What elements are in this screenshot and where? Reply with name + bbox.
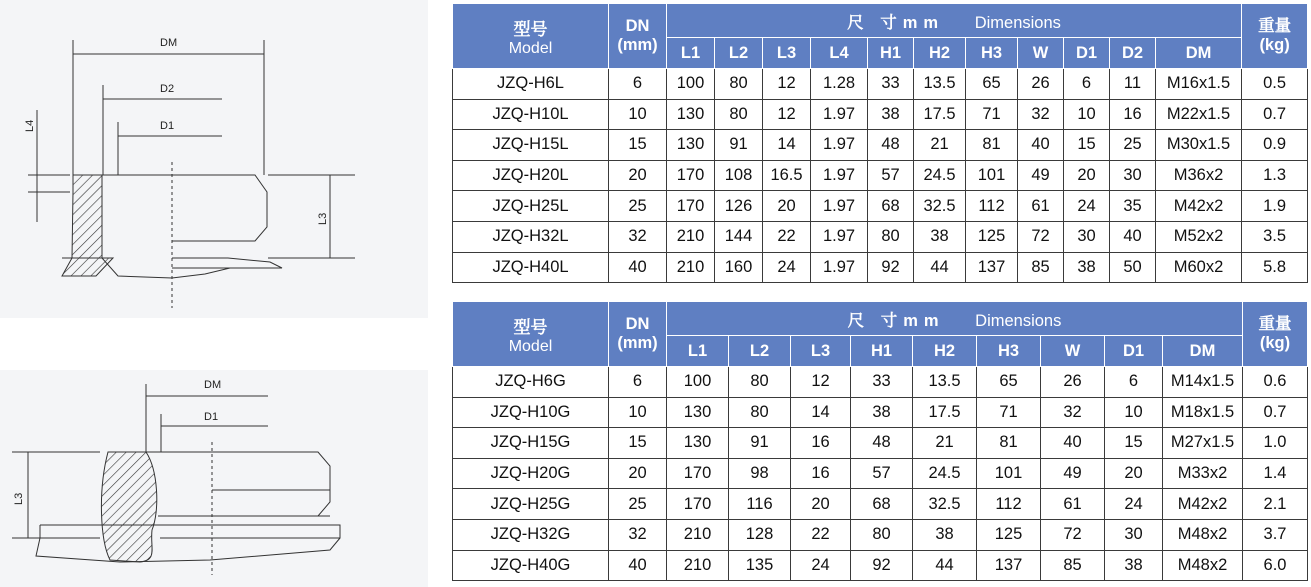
table-cell: 65: [966, 69, 1018, 100]
column-header-l2: L2: [715, 38, 763, 69]
model-cell: JZQ-H15L: [453, 130, 609, 161]
table-cell: 98: [729, 458, 791, 489]
table-cell: M14x1.5: [1163, 367, 1243, 398]
table-cell: 0.6: [1243, 367, 1308, 398]
table-row: [453, 397, 1308, 428]
table-cell: 170: [667, 458, 729, 489]
table-cell: 48: [851, 428, 913, 459]
table-cell: 80: [729, 367, 791, 398]
table-row: [453, 130, 1308, 161]
table-cell: M22x1.5: [1156, 99, 1242, 130]
table-cell: 125: [966, 221, 1018, 252]
model-cell: JZQ-H40L: [453, 252, 609, 283]
table-cell: 1.0: [1243, 428, 1308, 459]
table-cell: M36x2: [1156, 160, 1242, 191]
table-cell: 21: [913, 428, 977, 459]
table-cell: 13.5: [914, 69, 966, 100]
column-header-l4: L4: [811, 38, 868, 69]
table-cell: 10: [1105, 397, 1163, 428]
table-row: [453, 550, 1308, 581]
table-cell: 17.5: [914, 99, 966, 130]
header-weight-cn: 重量: [1258, 17, 1292, 36]
table-cell: 116: [729, 489, 791, 520]
table-cell: 40: [1018, 130, 1064, 161]
table-cell: 81: [977, 428, 1041, 459]
table-cell: 160: [715, 252, 763, 283]
header-model-cn: 型号: [513, 19, 548, 39]
column-header-dm: DM: [1163, 336, 1243, 367]
table-cell: 130: [667, 99, 715, 130]
model-cell: JZQ-H6L: [453, 69, 609, 100]
model-cell: JZQ-H10G: [453, 397, 609, 428]
table-cell: 44: [914, 252, 966, 283]
table-cell: 12: [791, 367, 851, 398]
table-cell: 10: [1064, 99, 1110, 130]
header-dimensions: [667, 4, 1242, 38]
table-cell: 1.97: [811, 99, 868, 130]
table-cell: 101: [977, 458, 1041, 489]
table-cell: 40: [1041, 428, 1105, 459]
table-row: [453, 367, 1308, 398]
table-row: [453, 458, 1308, 489]
column-header-h3: H3: [977, 336, 1041, 367]
table-cell: 20: [763, 191, 811, 222]
table-cell: M42x2: [1156, 191, 1242, 222]
table-cell: 30: [1064, 221, 1110, 252]
table-cell: 61: [1041, 489, 1105, 520]
header-weight-cn: 重量: [1258, 315, 1292, 334]
header-dn-label: DN: [625, 17, 650, 36]
drawing-l-label-l4: L4: [24, 119, 36, 132]
table-cell: 48: [868, 130, 914, 161]
table-cell: 22: [763, 221, 811, 252]
table-cell: 30: [1105, 519, 1163, 550]
header-dimensions-cn: 尺 寸mm: [847, 311, 945, 330]
table-cell: 15: [1064, 130, 1110, 161]
table-cell: 32: [609, 221, 667, 252]
table-cell: 16: [791, 428, 851, 459]
table-cell: 71: [966, 99, 1018, 130]
table-cell: 40: [609, 252, 667, 283]
table-cell: 25: [1110, 130, 1156, 161]
table-cell: M60x2: [1156, 252, 1242, 283]
drawing-l-label-d1: D1: [160, 120, 175, 132]
table-cell: M16x1.5: [1156, 69, 1242, 100]
table-cell: 130: [667, 130, 715, 161]
table-cell: 210: [667, 519, 729, 550]
model-cell: JZQ-H25L: [453, 191, 609, 222]
table-cell: 33: [868, 69, 914, 100]
column-header-l2: L2: [729, 336, 791, 367]
table-cell: 10: [609, 99, 667, 130]
header-weight: [1242, 4, 1308, 69]
drawing-l-label-l3: L3: [317, 212, 329, 225]
table-cell: 33: [851, 367, 913, 398]
table-cell: 32: [1018, 99, 1064, 130]
model-cell: JZQ-H40G: [453, 550, 609, 581]
table-cell: 80: [868, 221, 914, 252]
table-cell: 128: [729, 519, 791, 550]
table-row: [453, 221, 1308, 252]
table-cell: 1.28: [811, 69, 868, 100]
table-cell: 100: [667, 69, 715, 100]
drawing-g-label-d1: D1: [204, 411, 219, 423]
table-cell: 81: [966, 130, 1018, 161]
table-cell: 25: [609, 489, 667, 520]
table-cell: M27x1.5: [1163, 428, 1243, 459]
table-row: [453, 428, 1308, 459]
table-cell: 0.7: [1242, 99, 1308, 130]
table-cell: 135: [729, 550, 791, 581]
table-cell: 12: [763, 99, 811, 130]
table-cell: M52x2: [1156, 221, 1242, 252]
header-dimensions: [667, 302, 1243, 336]
table-cell: 6: [1064, 69, 1110, 100]
column-header-h3: H3: [966, 38, 1018, 69]
drawing-l-label-dm: DM: [160, 37, 178, 49]
model-cell: JZQ-H25G: [453, 489, 609, 520]
column-header-l1: L1: [667, 38, 715, 69]
table-cell: M48x2: [1163, 550, 1243, 581]
table-cell: 20: [609, 458, 667, 489]
table-cell: 112: [977, 489, 1041, 520]
header-dimensions-cn: 尺 寸mm: [847, 13, 945, 32]
model-cell: JZQ-H6G: [453, 367, 609, 398]
table-cell: 40: [609, 550, 667, 581]
table-cell: 15: [1105, 428, 1163, 459]
table-cell: 26: [1018, 69, 1064, 100]
header-weight: [1243, 302, 1308, 367]
table-cell: 32.5: [913, 489, 977, 520]
model-cell: JZQ-H10L: [453, 99, 609, 130]
column-header-dm: DM: [1156, 38, 1242, 69]
table-cell: 49: [1041, 458, 1105, 489]
table-cell: 72: [1041, 519, 1105, 550]
table-cell: 210: [667, 221, 715, 252]
table-cell: 80: [851, 519, 913, 550]
table-cell: 130: [667, 428, 729, 459]
table-row: [453, 519, 1308, 550]
table-cell: 5.8: [1242, 252, 1308, 283]
drawing-g-label-dm: DM: [204, 379, 222, 391]
table-cell: 80: [715, 69, 763, 100]
table-cell: 85: [1018, 252, 1064, 283]
table-row: [453, 252, 1308, 283]
table-cell: 1.9: [1242, 191, 1308, 222]
table-cell: 17.5: [913, 397, 977, 428]
table-cell: 49: [1018, 160, 1064, 191]
table-cell: 1.97: [811, 130, 868, 161]
table-row: [453, 160, 1308, 191]
column-header-w: W: [1041, 336, 1105, 367]
table-row: [453, 489, 1308, 520]
column-header-h1: H1: [868, 38, 914, 69]
table-cell: 126: [715, 191, 763, 222]
table-cell: 91: [715, 130, 763, 161]
table-cell: 92: [868, 252, 914, 283]
model-cell: JZQ-H20L: [453, 160, 609, 191]
table-cell: 32: [609, 519, 667, 550]
table-cell: 57: [868, 160, 914, 191]
header-dn-unit: (mm): [617, 334, 658, 352]
table-cell: 26: [1041, 367, 1105, 398]
header-weight-unit: (kg): [1259, 36, 1290, 54]
header-weight-unit: (kg): [1259, 334, 1291, 352]
table-cell: 0.5: [1242, 69, 1308, 100]
table-cell: 35: [1110, 191, 1156, 222]
table-cell: 170: [667, 160, 715, 191]
column-header-h1: H1: [851, 336, 913, 367]
table-cell: 0.7: [1243, 397, 1308, 428]
model-cell: JZQ-H32L: [453, 221, 609, 252]
table-cell: 14: [763, 130, 811, 161]
table-cell: 24: [1064, 191, 1110, 222]
table-cell: 6: [609, 367, 667, 398]
header-dn-label: DN: [625, 315, 650, 334]
table-cell: 20: [1105, 458, 1163, 489]
table-cell: M42x2: [1163, 489, 1243, 520]
table-cell: 1.4: [1243, 458, 1308, 489]
table-cell: 20: [1064, 160, 1110, 191]
table-cell: 1.97: [811, 252, 868, 283]
table-cell: 6.0: [1243, 550, 1308, 581]
drawing-l-svg: [0, 0, 428, 318]
header-model: [453, 4, 609, 69]
table-cell: 1.3: [1242, 160, 1308, 191]
header-model-en: Model: [508, 337, 553, 355]
table-cell: 137: [977, 550, 1041, 581]
table-cell: 15: [609, 428, 667, 459]
table-cell: 10: [609, 397, 667, 428]
drawing-l-type: [0, 0, 428, 318]
table-cell: 1.97: [811, 160, 868, 191]
table-cell: 6: [609, 69, 667, 100]
table-cell: 32.5: [914, 191, 966, 222]
table-cell: 61: [1018, 191, 1064, 222]
table-cell: 92: [851, 550, 913, 581]
table-cell: 65: [977, 367, 1041, 398]
table-cell: 38: [851, 397, 913, 428]
table-cell: 38: [914, 221, 966, 252]
table-cell: 50: [1110, 252, 1156, 283]
table-cell: 68: [851, 489, 913, 520]
table-cell: 20: [791, 489, 851, 520]
table-cell: 32: [1041, 397, 1105, 428]
table-cell: 38: [1105, 550, 1163, 581]
model-cell: JZQ-H32G: [453, 519, 609, 550]
table-cell: 15: [609, 130, 667, 161]
table-cell: 30: [1110, 160, 1156, 191]
table-cell: 24: [791, 550, 851, 581]
table-cell: 16.5: [763, 160, 811, 191]
table-cell: 16: [1110, 99, 1156, 130]
table-cell: 1.97: [811, 221, 868, 252]
table-cell: 38: [1064, 252, 1110, 283]
column-header-h2: H2: [913, 336, 977, 367]
drawing-g-label-l3: L3: [13, 492, 25, 505]
spec-table-g: [452, 301, 1308, 581]
table-cell: 13.5: [913, 367, 977, 398]
table-cell: M48x2: [1163, 519, 1243, 550]
table-cell: 14: [791, 397, 851, 428]
table-cell: 72: [1018, 221, 1064, 252]
table-cell: 57: [851, 458, 913, 489]
table-cell: 68: [868, 191, 914, 222]
table-cell: 40: [1110, 221, 1156, 252]
header-model: [453, 302, 609, 367]
table-cell: 210: [667, 550, 729, 581]
table-cell: 112: [966, 191, 1018, 222]
table-cell: 3.7: [1243, 519, 1308, 550]
table-cell: 137: [966, 252, 1018, 283]
table-cell: 1.97: [811, 191, 868, 222]
table-cell: 44: [913, 550, 977, 581]
column-header-h2: H2: [914, 38, 966, 69]
header-model-en: Model: [508, 39, 553, 57]
header-dimensions-en: Dimensions: [974, 13, 1061, 32]
table-row: [453, 69, 1308, 100]
table-cell: 3.5: [1242, 221, 1308, 252]
table-cell: 91: [729, 428, 791, 459]
table-cell: 80: [715, 99, 763, 130]
table-row: [453, 191, 1308, 222]
table-cell: 25: [609, 191, 667, 222]
header-dn-unit: (mm): [617, 36, 658, 54]
header-dn: [609, 302, 667, 367]
table-cell: 21: [914, 130, 966, 161]
table-cell: 2.1: [1243, 489, 1308, 520]
table-cell: 24: [763, 252, 811, 283]
drawing-l-label-d2: D2: [160, 83, 175, 95]
table-cell: 108: [715, 160, 763, 191]
table-cell: 12: [763, 69, 811, 100]
table-cell: 24.5: [913, 458, 977, 489]
table-cell: 125: [977, 519, 1041, 550]
table-cell: 170: [667, 489, 729, 520]
header-dn: [609, 4, 667, 69]
table-cell: M33x2: [1163, 458, 1243, 489]
table-cell: 6: [1105, 367, 1163, 398]
column-header-d1: D1: [1064, 38, 1110, 69]
table-cell: 130: [667, 397, 729, 428]
table-cell: 38: [913, 519, 977, 550]
column-header-l3: L3: [791, 336, 851, 367]
table-cell: 22: [791, 519, 851, 550]
column-header-d2: D2: [1110, 38, 1156, 69]
table-cell: 20: [609, 160, 667, 191]
drawing-g-svg: [0, 370, 428, 587]
column-header-l1: L1: [667, 336, 729, 367]
table-cell: 101: [966, 160, 1018, 191]
table-row: [453, 99, 1308, 130]
spec-table-l: [452, 3, 1308, 283]
table-cell: M30x1.5: [1156, 130, 1242, 161]
header-model-cn: 型号: [513, 317, 548, 337]
column-header-w: W: [1018, 38, 1064, 69]
table-cell: 210: [667, 252, 715, 283]
table-cell: M18x1.5: [1163, 397, 1243, 428]
column-header-d1: D1: [1105, 336, 1163, 367]
drawing-g-type: [0, 370, 428, 587]
table-cell: 38: [868, 99, 914, 130]
table-cell: 80: [729, 397, 791, 428]
model-cell: JZQ-H15G: [453, 428, 609, 459]
column-header-l3: L3: [763, 38, 811, 69]
table-cell: 24.5: [914, 160, 966, 191]
model-cell: JZQ-H20G: [453, 458, 609, 489]
table-cell: 16: [791, 458, 851, 489]
table-cell: 11: [1110, 69, 1156, 100]
table-cell: 144: [715, 221, 763, 252]
table-cell: 71: [977, 397, 1041, 428]
table-cell: 100: [667, 367, 729, 398]
header-dimensions-en: Dimensions: [975, 311, 1062, 330]
table-cell: 24: [1105, 489, 1163, 520]
table-cell: 0.9: [1242, 130, 1308, 161]
table-cell: 170: [667, 191, 715, 222]
table-cell: 85: [1041, 550, 1105, 581]
